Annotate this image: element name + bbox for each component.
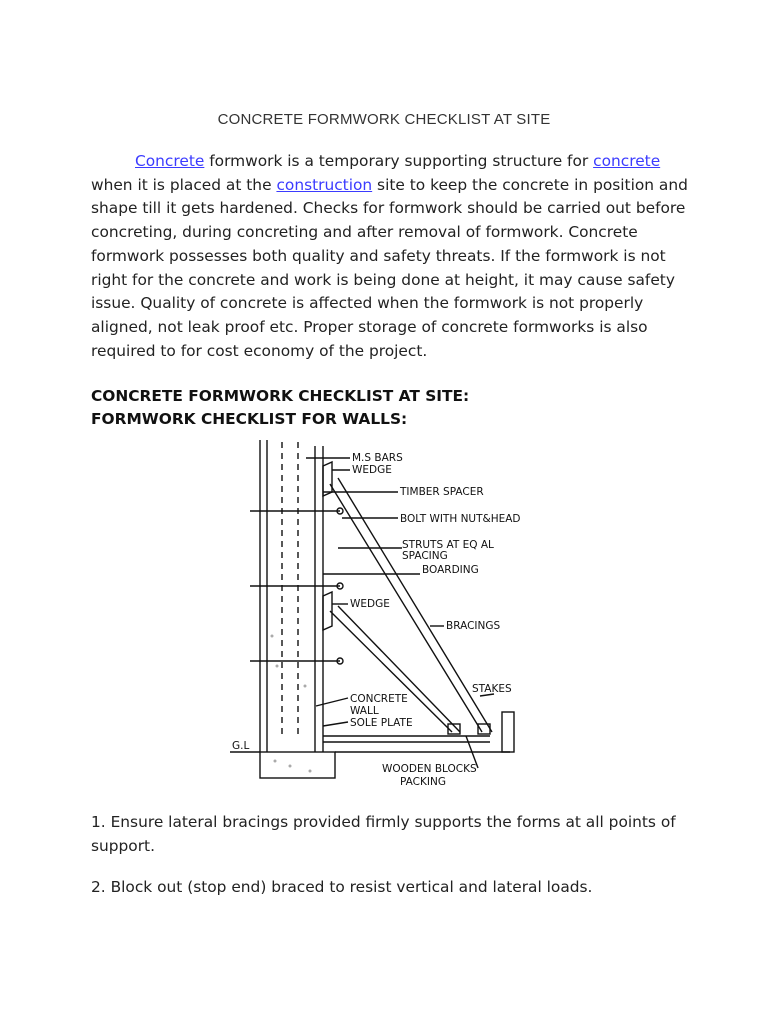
label-struts-2: SPACING bbox=[402, 550, 448, 562]
document-title: CONCRETE FORMWORK CHECKLIST AT SITE bbox=[217, 111, 551, 128]
intro-text-3: site to keep the concrete in position and shape till it gets hardened. Checks for formwork should be carried out before concreting, during concreting and after removal of formwork. Concrete formwork possesses both quality and safety threats. If the formwork is not right for the concrete and work is being done at height, it may cause safety issue. Quality of concrete is affected when the formwork is not properly aligned, not leak proof etc. Proper storage of concrete formworks is also required to for cost economy of the project. bbox=[91, 175, 688, 360]
label-bolt: BOLT WITH NUT&HEAD bbox=[400, 513, 521, 525]
formwork-wall-diagram bbox=[220, 436, 540, 792]
label-gl: G.L bbox=[232, 740, 250, 752]
section-heading-walls: FORMWORK CHECKLIST FOR WALLS: bbox=[91, 410, 408, 428]
intro-paragraph bbox=[91, 150, 691, 363]
label-bracings: BRACINGS bbox=[446, 620, 501, 632]
label-wedge-top: WEDGE bbox=[352, 464, 392, 476]
label-boarding: BOARDING bbox=[422, 564, 479, 576]
label-timber-spacer: TIMBER SPACER bbox=[400, 486, 484, 498]
section-heading-checklist: CONCRETE FORMWORK CHECKLIST AT SITE: bbox=[91, 387, 470, 405]
label-struts-1: STRUTS AT EQ AL bbox=[402, 539, 494, 551]
label-packing: PACKING bbox=[400, 776, 446, 788]
label-wedge-mid: WEDGE bbox=[350, 598, 390, 610]
concrete-link-2[interactable]: concrete bbox=[593, 152, 661, 170]
label-wooden-blocks: WOODEN BLOCKS bbox=[382, 763, 477, 775]
label-wall: WALL bbox=[350, 705, 379, 717]
label-sole-plate: SOLE PLATE bbox=[350, 717, 413, 729]
intro-text-1: formwork is a temporary supporting structure for bbox=[204, 152, 594, 170]
concrete-link[interactable]: Concrete bbox=[135, 152, 205, 170]
construction-link[interactable]: construction bbox=[276, 175, 373, 194]
checklist-item-2: 2. Block out (stop end) braced to resist vertical and lateral loads. bbox=[91, 878, 593, 896]
label-ms-bars: M.S BARS bbox=[352, 452, 403, 464]
intro-text-2: when it is placed at the bbox=[91, 175, 277, 194]
label-concrete: CONCRETE bbox=[350, 693, 408, 705]
checklist-item-1: 1. Ensure lateral bracings provided firmly supports the forms at all points of support. bbox=[91, 813, 676, 855]
label-stakes: STAKES bbox=[472, 683, 512, 695]
